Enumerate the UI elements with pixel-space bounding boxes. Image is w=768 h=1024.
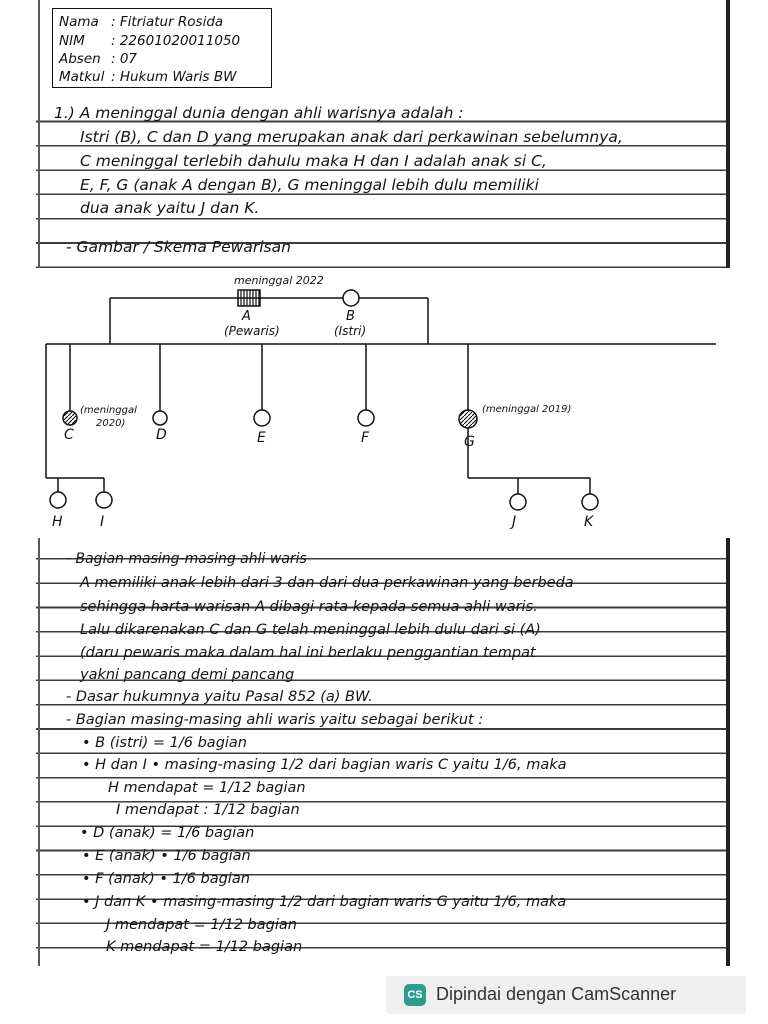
- nim-value: : 22601020011050: [111, 33, 241, 49]
- intro-line: 1.) A meninggal dunia dengan ahli warisnya adalah :: [54, 104, 464, 122]
- identity-name-row: [59, 14, 223, 30]
- intro-line: E, F, G (anak A dengan B), G meninggal lebih dulu memiliki: [80, 176, 539, 194]
- d-label: D: [156, 427, 167, 443]
- share-item-e: • E (anak) • 1/6 bagian: [82, 848, 251, 864]
- nim-key: NIM: [59, 33, 85, 49]
- matkul-key: Matkul: [59, 69, 105, 85]
- inheritance-diagram: [36, 268, 730, 538]
- share-item-b: • B (istri) = 1/6 bagian: [82, 735, 248, 751]
- share-line: - Bagian masing-masing ahli waris yaitu sebagai berikut :: [66, 712, 484, 728]
- b-role: (Istri): [334, 324, 367, 338]
- absen-key: Absen: [59, 51, 101, 67]
- c-death-note-2: 2020): [96, 418, 126, 429]
- scheme-heading: - Gambar / Skema Pewarisan: [66, 238, 291, 256]
- share-line: sehingga harta warisan A dibagi rata kepada semua ahli waris.: [80, 599, 538, 615]
- person-f-circle: [358, 410, 374, 426]
- person-k-circle: [582, 494, 598, 510]
- k-label: K: [584, 514, 594, 530]
- identity-nim-row: [59, 33, 240, 49]
- share-item-h: H mendapat = 1/12 bagian: [108, 780, 306, 796]
- share-item-h-i: • H dan I • masing-masing 1/2 dari bagian waris C yaitu 1/6, maka: [82, 757, 567, 773]
- i-label: I: [100, 514, 105, 530]
- legal-basis: - Dasar hukumnya yaitu Pasal 852 (a) BW.: [66, 689, 373, 705]
- person-i-circle: [96, 492, 112, 508]
- g-death-note: (meninggal 2019): [482, 404, 572, 415]
- a-death-note: meninggal 2022: [234, 274, 324, 287]
- name-key: Nama: [59, 14, 99, 30]
- b-label: B: [346, 309, 355, 324]
- person-e-circle: [254, 410, 270, 426]
- share-item-f: • F (anak) • 1/6 bagian: [82, 871, 250, 887]
- c-label: C: [64, 427, 74, 443]
- absen-value: : 07: [111, 51, 138, 67]
- share-item-j: J mendapat = 1/12 bagian: [106, 917, 297, 933]
- c-death-note-1: (meninggal: [80, 405, 137, 416]
- e-label: E: [257, 430, 266, 446]
- person-h-circle: [50, 492, 66, 508]
- share-line: yakni pancang demi pancang: [80, 667, 295, 683]
- share-line: A memiliki anak lebih dari 3 dan dari dua perkawinan yang berbeda: [80, 575, 574, 591]
- camscanner-text: Dipindai dengan CamScanner: [436, 984, 677, 1004]
- share-item-i: I mendapat : 1/12 bagian: [116, 802, 300, 818]
- identity-matkul-row: [59, 69, 236, 85]
- shares-heading: - Bagian masing-masing ahli waris: [66, 551, 307, 567]
- identity-box: [52, 8, 272, 88]
- notebook-page: [36, 0, 730, 966]
- f-label: F: [361, 430, 370, 446]
- a-role: (Pewaris): [224, 324, 280, 338]
- share-line: Lalu dikarenakan C dan G telah meninggal lebih dulu dari si (A): [80, 622, 541, 638]
- share-line: (daru pewaris maka dalam hal ini berlaku penggantian tempat: [80, 645, 536, 661]
- share-item-j-k: • J dan K • masing-masing 1/2 dari bagian waris G yaitu 1/6, maka: [82, 894, 567, 910]
- matkul-value: : Hukum Waris BW: [111, 69, 237, 85]
- share-item-d: • D (anak) = 1/6 bagian: [80, 825, 255, 841]
- g-label: G: [464, 434, 475, 450]
- intro-line: C meninggal terlebih dahulu maka H dan I adalah anak si C,: [80, 152, 547, 170]
- person-b-circle: [343, 290, 359, 306]
- person-g-deceased-circle: [459, 410, 477, 428]
- name-value: : Fitriatur Rosida: [111, 14, 224, 30]
- person-c-deceased-circle: [63, 411, 77, 425]
- person-d-circle: [153, 411, 167, 425]
- intro-line: dua anak yaitu J dan K.: [80, 199, 260, 217]
- j-label: J: [512, 514, 517, 530]
- camscanner-logo-icon: CS: [404, 984, 426, 1006]
- person-j-circle: [510, 494, 526, 510]
- a-label: A: [242, 309, 251, 324]
- h-label: H: [52, 514, 63, 530]
- family-tree-svg: [36, 268, 730, 538]
- person-a-deceased-square: [238, 290, 260, 306]
- intro-line: Istri (B), C dan D yang merupakan anak dari perkawinan sebelumnya,: [80, 128, 623, 146]
- share-item-k: K mendapat = 1/12 bagian: [106, 939, 303, 955]
- identity-absen-row: [59, 51, 137, 67]
- camscanner-watermark: [386, 976, 746, 1014]
